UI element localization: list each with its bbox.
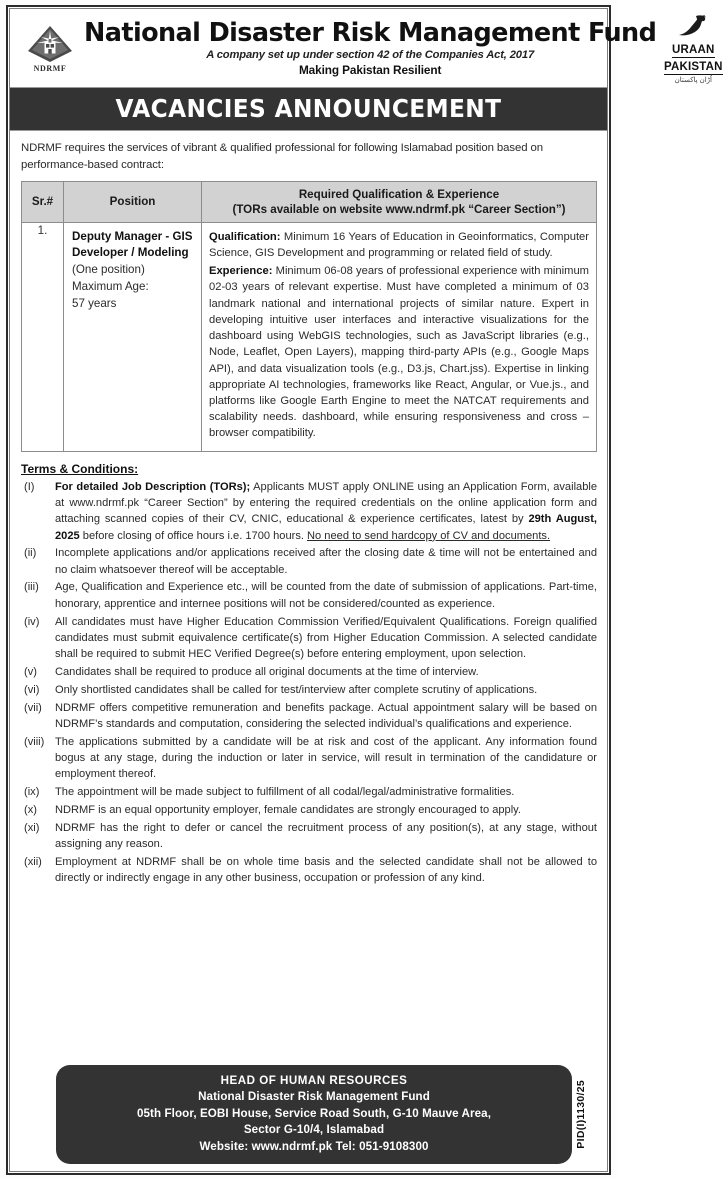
term-text: NDRMF has the right to defer or cancel the recruitment process of any position(s), at any stage, without assigning any reason. xyxy=(55,821,597,850)
footer-line-head-of-hr: HEAD OF HUMAN RESOURCES xyxy=(220,1073,408,1087)
cell-requirements xyxy=(202,222,597,451)
ndrmf-logo-block xyxy=(18,24,82,73)
term-text-b: before closing of office hours i.e. 1700 hours. xyxy=(79,529,308,542)
term-text: All candidates must have Higher Education Commission Verified/Equivalent Qualifications. Foreign qualified candidates must submit equivalence certificate(s) from Higher Education Commission. A selected candidate shall be required to submit HEC Verified Degree(s) before entering employment, upon selection. xyxy=(55,615,597,661)
term-deadline-date: 29th August, 2025 xyxy=(55,513,597,542)
table-row xyxy=(22,222,597,451)
vacancies-banner xyxy=(10,88,607,131)
term-bold-lead: For detailed Job Description (TORs); xyxy=(55,480,251,493)
column-header-position: Position xyxy=(64,181,202,222)
list-item xyxy=(21,802,597,818)
ndrmf-triangle-house-logo-icon xyxy=(27,25,73,63)
vacancy-table-head xyxy=(22,181,597,222)
ndrmf-logo-caption: NDRMF xyxy=(33,64,67,74)
footer-line-website-phone: Website: www.ndrmf.pk Tel: 051-9108300 xyxy=(199,1139,429,1153)
column-header-requirements xyxy=(202,181,597,222)
intro-paragraph: NDRMF requires the services of vibrant & qualified professional for following Islamabad position based on performance-based contract: xyxy=(21,142,543,171)
advertisement-outer-border xyxy=(6,5,723,1175)
term-marker: (xi) xyxy=(24,821,40,834)
term-text: The applications submitted by a candidate will be at risk and cost of the applicant. Any information found bogus at any stage, during the induction or later in service, will result in termination of the candidature or employment thereof. xyxy=(55,735,597,781)
term-text: Candidates shall be required to produce all original documents at the time of interview. xyxy=(55,665,479,678)
experience-text: Minimum 06-08 years of professional experience with minimum 02-03 years of relevant expertise. Must have completed a minimum of 03 landmark national and international projects of similar nature. Expert in developing intuitive user interfaces and interactive visualizations for the dashboard using WebGIS technologies, such as JavaScript libraries (e.g., Node, Leaflet, Open Layers), mapping third-party APIs (e.g., Google Maps API), and data visualization tools (e.g., D3.js, Chart.jss). Expertise in linking appropriate AI technologies, frameworks like React, Angular, or Vue.js., and platforms like Google Earth Engine to meet the NATCAT requirements and scalability needs. dashboard, while ensuring responsiveness and cross – browser compatibility. xyxy=(209,265,589,440)
banner-title: VACANCIES ANNOUNCEMENT xyxy=(115,94,502,124)
position-max-age-value: 57 years xyxy=(72,296,117,310)
terms-and-conditions-list xyxy=(21,479,597,888)
uraan-urdu-label: اُڑان پاکستان xyxy=(674,77,712,85)
footer-line-address-1: 05th Floor, EOBI House, Service Road South, G-10 Mauve Area, xyxy=(136,1106,492,1120)
footer-area xyxy=(21,1059,597,1171)
list-item xyxy=(21,614,597,663)
term-text: NDRMF offers competitive remuneration and benefits package. Actual appointment salary will be based on NDRMF’s standards and computation, considering the selected individual’s qualifications and experience. xyxy=(55,701,597,730)
organization-tagline: Making Pakistan Resilient xyxy=(298,63,442,78)
term-marker: (viii) xyxy=(24,735,45,748)
term-marker: (ix) xyxy=(24,786,40,799)
column-header-sr: Sr.# xyxy=(22,181,64,222)
uraan-pakistan-falcon-logo-icon xyxy=(673,13,713,40)
term-marker: (iv) xyxy=(24,615,40,628)
experience-paragraph xyxy=(209,263,589,442)
list-item xyxy=(21,854,597,887)
masthead-titles xyxy=(82,20,658,77)
pid-code: PID(I)1130/25 xyxy=(575,1080,587,1149)
pid-code-area xyxy=(572,1065,590,1164)
uraan-label-line1: URAAN xyxy=(672,44,715,58)
terms-and-conditions-heading: Terms & Conditions: xyxy=(21,461,139,476)
list-item xyxy=(21,734,597,783)
term-marker: (I) xyxy=(24,480,35,493)
term-marker: (v) xyxy=(24,665,37,678)
position-count: (One position) xyxy=(72,263,145,277)
term-text: Only shortlisted candidates shall be called for test/interview after complete scrutiny of applications. xyxy=(55,683,538,696)
list-item xyxy=(21,664,597,680)
footer-line-organization: National Disaster Risk Management Fund xyxy=(198,1090,430,1104)
position-max-age-label: Maximum Age: xyxy=(72,280,149,294)
term-marker: (xii) xyxy=(24,855,42,868)
term-text xyxy=(55,479,597,544)
term-marker: (x) xyxy=(24,803,37,816)
masthead xyxy=(10,9,723,88)
term-underlined-note: No need to send hardcopy of CV and documents. xyxy=(307,529,551,542)
column-header-requirements-line2: (TORs available on website www.ndrmf.pk “Career Section”) xyxy=(232,202,566,216)
term-text: NDRMF is an equal opportunity employer, female candidates are strongly encouraged to apply. xyxy=(55,803,521,816)
term-marker: (vii) xyxy=(24,701,42,714)
cell-position xyxy=(64,222,202,451)
list-item xyxy=(21,479,597,544)
position-title: Deputy Manager - GIS Developer / Modeling xyxy=(72,229,193,260)
qualification-paragraph xyxy=(209,229,589,261)
advert-content xyxy=(10,131,607,1171)
term-text: The appointment will be made subject to fulfillment of all codal/legal/administrative formalities. xyxy=(55,786,515,799)
list-item xyxy=(21,579,597,612)
footer-line-address-2: Sector G-10/4, Islamabad xyxy=(243,1123,385,1137)
term-text: Employment at NDRMF shall be on whole time basis and the selected candidate shall not be allowed to directly or indirectly engage in any other business, occupation or profession of any kind. xyxy=(55,855,597,885)
organization-title: National Disaster Risk Management Fund xyxy=(84,18,657,49)
list-item xyxy=(21,682,597,698)
term-marker: (iii) xyxy=(24,581,39,594)
table-header-row xyxy=(22,181,597,222)
qualification-text: Minimum 16 Years of Education in Geoinformatics, Computer Science, GIS Development and programming or related field of study. xyxy=(209,230,589,259)
organization-subtitle: A company set up under section 42 of the Companies Act, 2017 xyxy=(206,49,535,62)
uraan-label-line2: PAKISTAN xyxy=(664,61,723,75)
term-text-a: Applicants MUST apply ONLINE using an Application Form, available at www.ndrmf.pk “Career Section” by entering the required credentials on the online application form and attaching scanned copies of their CV, CNIC, educational & experience certificates, latest by xyxy=(55,480,598,526)
contact-footer-box xyxy=(56,1065,572,1164)
column-header-requirements-line1: Required Qualification & Experience xyxy=(298,187,500,201)
term-text: Incomplete applications and/or applications received after the closing date & time will not be entertained and no claim whatsoever thereof will be acceptable. xyxy=(55,547,597,576)
term-marker: (ii) xyxy=(24,547,37,560)
list-item xyxy=(21,700,597,733)
list-item xyxy=(21,784,597,800)
term-text: Age, Qualification and Experience etc., will be counted from the date of submission of applications. Part-time, honorary, apprentice and internee positions will not be considered/counted as experience. xyxy=(55,581,597,610)
cell-serial-number: 1. xyxy=(22,222,64,451)
vacancy-table-body xyxy=(22,222,597,451)
list-item xyxy=(21,820,597,853)
vacancy-table xyxy=(21,181,597,452)
experience-label: Experience: xyxy=(209,265,273,278)
list-item xyxy=(21,545,597,578)
qualification-label: Qualification: xyxy=(209,230,281,243)
advertisement-content-frame xyxy=(9,8,723,1172)
term-marker: (vi) xyxy=(24,683,40,696)
uraan-pakistan-logo-block xyxy=(658,13,728,84)
